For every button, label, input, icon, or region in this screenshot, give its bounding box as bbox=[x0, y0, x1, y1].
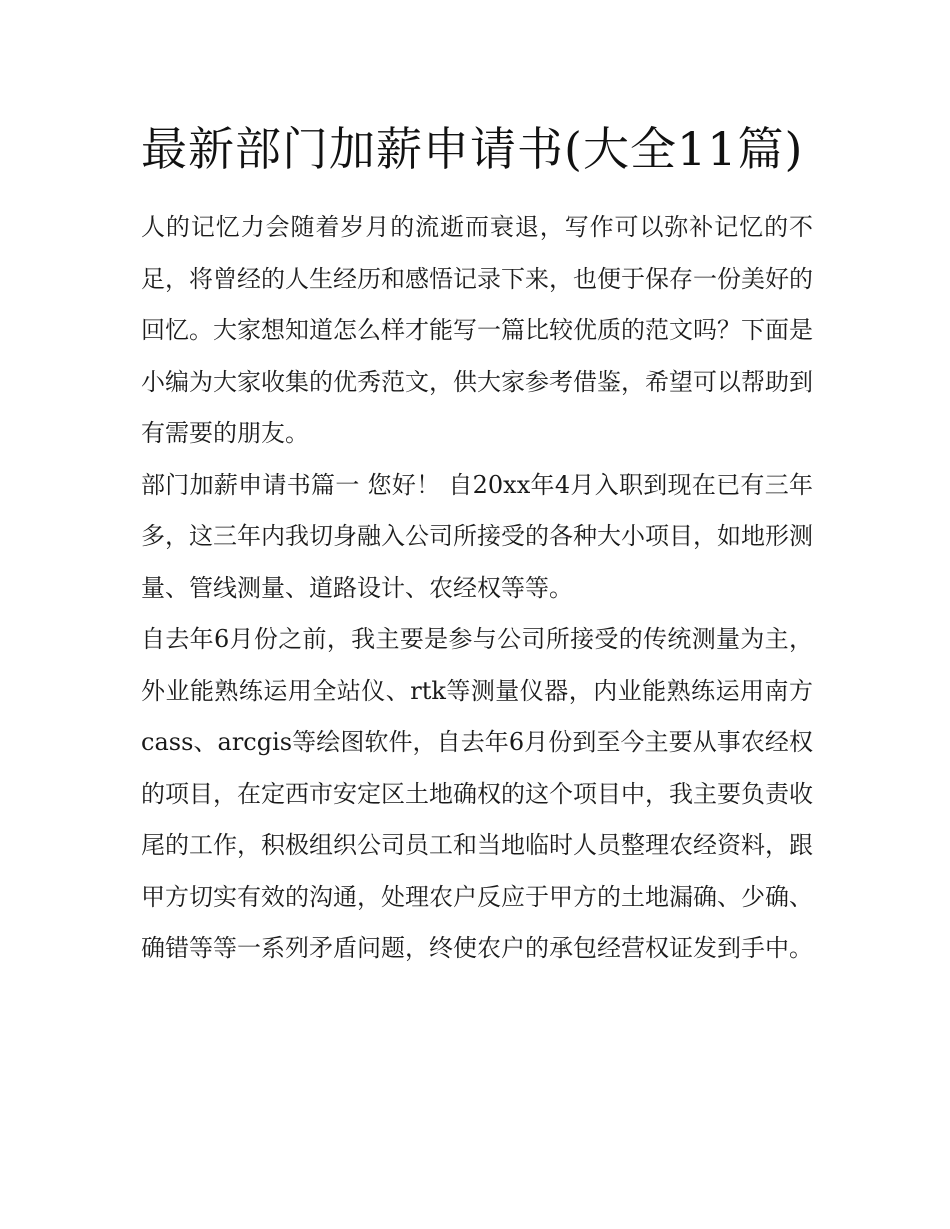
article-one-opening-paragraph: 部门加薪申请书篇一 您好！ 自20xx年4月入职到现在已有三年多，这三年内我切身融入公司所接受的各种大小项目，如地形测量、管线测量、道路设计、农经权等等。 bbox=[141, 470, 813, 602]
document-body bbox=[141, 110, 813, 975]
intro-paragraph: 人的记忆力会随着岁月的流逝而衰退，写作可以弥补记忆的不足，将曾经的人生经历和感悟记录下来，也便于保存一份美好的回忆。大家想知道怎么样才能写一篇比较优质的范文吗？下面是小编为大家收集的优秀范文，供大家参考借鉴，希望可以帮助到有需要的朋友。 bbox=[141, 213, 813, 447]
work-experience-paragraph: 自去年6月份之前，我主要是参与公司所接受的传统测量为主，外业能熟练运用全站仪、rtk等测量仪器，内业能熟练运用南方cass、arcgis等绘图软件，自去年6月份到至今主要从事农经权的项目，在定西市安定区土地确权的这个项目中，我主要负责收尾的工作，积极组织公司员工和当地临时人员整理农经资料，跟甲方切实有效的沟通，处理农户反应于甲方的土地漏确、少确、确错等等一系列矛盾问题，终使农户的承包经营权证发到手中。 bbox=[141, 625, 813, 962]
title-spacing bbox=[141, 188, 813, 202]
document-title: 最新部门加薪申请书(大全11篇) bbox=[141, 122, 804, 176]
